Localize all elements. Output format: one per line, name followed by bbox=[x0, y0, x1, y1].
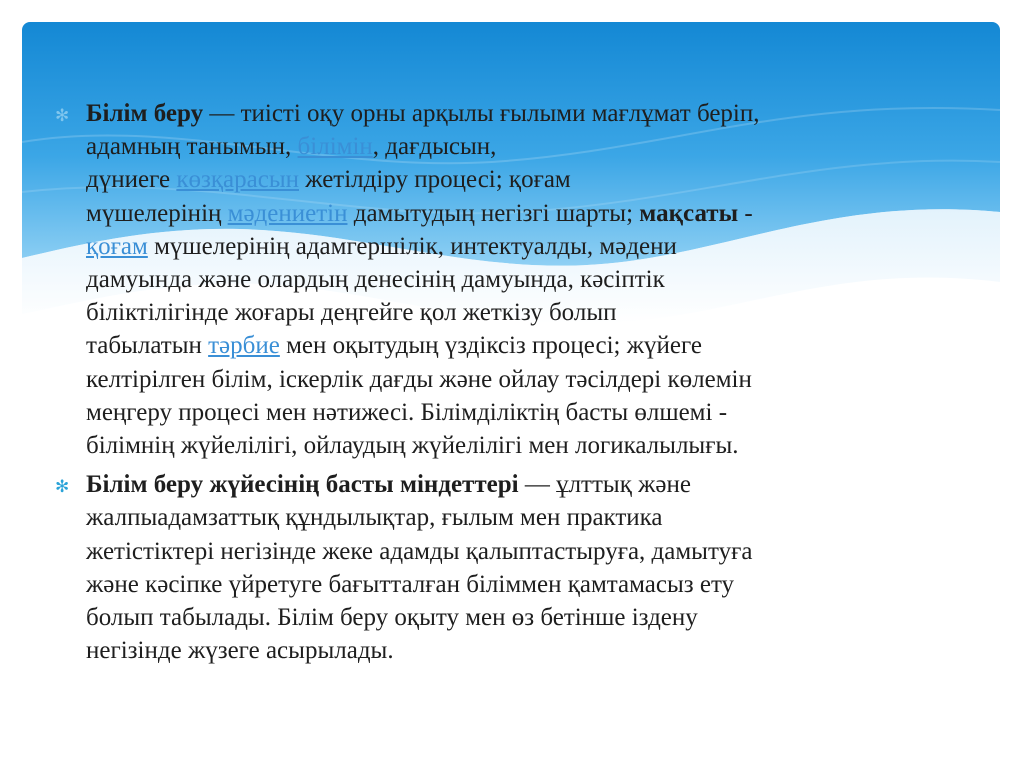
text-line bbox=[86, 263, 958, 296]
text-run: келтірілген білім, іскерлік дағды және ойлау тәсілдері көлемін bbox=[86, 365, 752, 393]
text-line bbox=[86, 468, 958, 501]
text-run: , дағдысын, bbox=[372, 133, 497, 161]
hyperlink[interactable]: көзқарасын bbox=[176, 166, 299, 194]
text-line bbox=[86, 97, 958, 130]
bullet-asterisk-icon: ✻ bbox=[55, 477, 70, 498]
bullet-paragraph bbox=[55, 468, 958, 667]
text-run: адамның танымын, bbox=[86, 133, 298, 161]
text-run: болып табылады. Білім беру оқыту мен өз бетінше іздену bbox=[86, 604, 698, 632]
text-line bbox=[86, 130, 958, 163]
text-run: негізінде жүзеге асырылады. bbox=[86, 637, 394, 665]
slide-body bbox=[55, 97, 958, 673]
text-run: дамытудың негізгі шарты; bbox=[347, 199, 640, 227]
bullet-paragraph bbox=[55, 97, 958, 462]
slide bbox=[22, 22, 1000, 767]
text-run: дамуында және олардың денесінің дамуында, кәсіптік bbox=[86, 266, 665, 294]
bold-term: Білім беру bbox=[86, 100, 204, 127]
text-run: жетістіктері негізінде жеке адамды қалыптастыруға, дамытуға bbox=[86, 537, 753, 565]
hyperlink[interactable]: білімін bbox=[297, 133, 373, 161]
text-run: — тиісті оқу орны арқылы ғылыми мағлұмат беріп, bbox=[203, 100, 760, 127]
text-line bbox=[86, 535, 958, 568]
text-line bbox=[86, 501, 958, 534]
text-line bbox=[86, 163, 958, 196]
bullet-asterisk-icon: ✻ bbox=[55, 106, 70, 126]
text-run: меңгеру процесі мен нәтижесі. Білімділіктің басты өлшемі - bbox=[86, 398, 728, 426]
text-run: дүниеге bbox=[86, 166, 177, 194]
hyperlink[interactable]: тәрбие bbox=[208, 332, 280, 360]
bold-term: Білім беру жүйесінің басты міндеттері bbox=[86, 471, 519, 499]
text-run: табылатын bbox=[86, 332, 209, 360]
hyperlink[interactable]: қоғам bbox=[86, 232, 148, 260]
text-run: мүшелерінің адамгершілік, интектуалды, мәдени bbox=[147, 232, 677, 260]
text-run: - bbox=[738, 199, 753, 227]
text-line bbox=[86, 601, 958, 634]
text-line bbox=[86, 429, 958, 462]
text-line bbox=[86, 363, 958, 396]
text-line bbox=[86, 296, 958, 329]
text-run: мен оқытудың үздіксіз процесі; жүйеге bbox=[279, 332, 703, 360]
text-run: мүшелерінің bbox=[86, 199, 228, 227]
text-run: жалпыадамзаттық құндылықтар, ғылым мен практика bbox=[86, 504, 663, 532]
hyperlink[interactable]: мәдениетін bbox=[227, 199, 348, 227]
text-line bbox=[86, 634, 958, 667]
text-run: және кәсіпке үйретуге бағытталған біліммен қамтамасыз ету bbox=[86, 570, 735, 598]
text-run: жетілдіру процесі; қоғам bbox=[299, 166, 571, 194]
text-line bbox=[86, 230, 958, 263]
bold-term: мақсаты bbox=[639, 199, 739, 227]
text-run: біліктілігінде жоғары деңгейге қол жеткізу болып bbox=[86, 299, 617, 327]
text-line bbox=[86, 396, 958, 429]
text-run: білімнің жүйелілігі, ойлаудың жүйелілігі мен логикалылығы. bbox=[86, 432, 739, 460]
text-line bbox=[86, 568, 958, 601]
text-line bbox=[86, 197, 958, 230]
text-run: — ұлттық және bbox=[518, 471, 691, 499]
text-line bbox=[86, 329, 958, 362]
